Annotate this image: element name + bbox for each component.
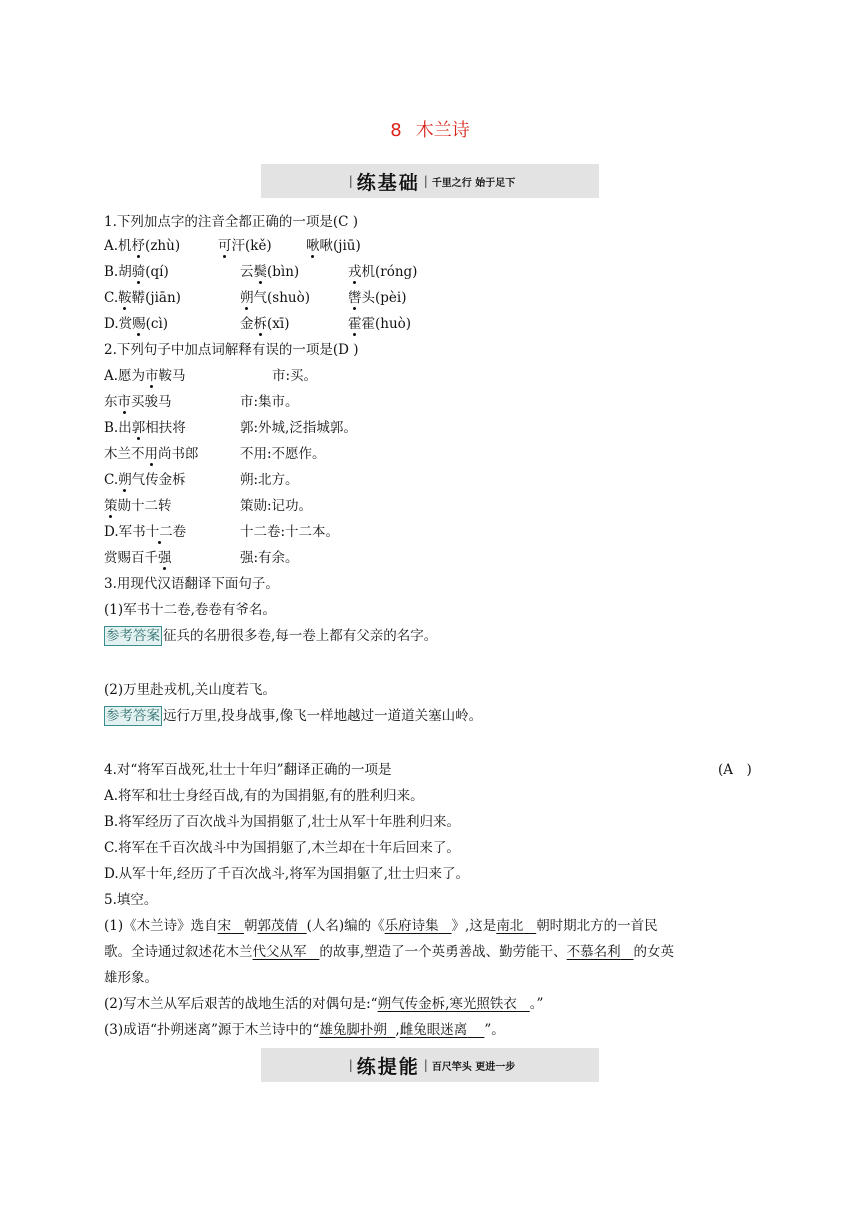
q5-line-2: 歌。全诗通过叙述花木兰代父从军 的故事,塑造了一个英勇善战、勤劳能干、不慕名利 的女英 (104, 944, 675, 960)
q4-option-a: A.将军和壮士身经百战,有的为国捐躯,有的胜利归来。 (104, 788, 424, 804)
q1-option-b: B.胡骑(qí) 云鬓(bìn) 戎机(róng) (104, 264, 418, 280)
section-title: 练基础 (356, 171, 420, 194)
q4-option-b: B.将军经历了百次战斗为国捐躯了,壮士从军十年胜利归来。 (104, 814, 461, 830)
lesson-number: 8 (390, 120, 402, 141)
q2-row: C.朔气传金柝 朔:北方。 (104, 472, 299, 488)
section-motto: 千里之行 始于足下 (431, 177, 516, 189)
q5-line-5: (3)成语“扑朔迷离”源于木兰诗中的“雄兔脚扑朔 ,雌兔眼迷离 ”。 (104, 1022, 505, 1038)
divider: | (423, 1058, 428, 1072)
divider: | (348, 174, 353, 188)
q2-row: A.愿为市鞍马 市:买。 (104, 368, 318, 384)
divider: | (348, 1058, 353, 1072)
q4-answer: (A ) (718, 762, 752, 778)
q2-stem: 2.下列句子中加点词解释有误的一项是(D ) (104, 342, 359, 358)
q3-answer-1: 参考答案 征兵的名册很多卷,每一卷上都有父亲的名字。 (106, 628, 438, 644)
q1-option-d: D.赏赐(cì) 金柝(xī) 霍霍(huò) (104, 316, 412, 332)
lesson-name: 木兰诗 (415, 120, 470, 141)
q5-line-4: (2)写木兰从军后艰苦的战地生活的对偶句是:“朔气传金柝,寒光照铁衣 。” (104, 996, 544, 1012)
q1-option-c: C.鞍鞯(jiān) 朔气(shuò) 辔头(pèi) (104, 290, 407, 306)
lesson-title (0, 116, 860, 142)
q1-stem: 1.下列加点字的注音全都正确的一项是(C ) (104, 214, 359, 230)
q3-sentence-1: (1)军书十二卷,卷卷有爷名。 (104, 602, 276, 618)
q2-row: 东市买骏马 市:集市。 (104, 394, 299, 410)
reference-answer-tag: 参考答案 (106, 628, 160, 644)
q3-stem: 3.用现代汉语翻译下面句子。 (104, 576, 279, 592)
section-title: 练提能 (356, 1055, 420, 1078)
q1-answer: C (338, 214, 349, 230)
q5-stem: 5.填空。 (104, 892, 158, 908)
q1-option-a: A.机杼(zhù) 可汗(kě) 啾啾(jiū) (104, 238, 361, 254)
q3-answer-2: 参考答案 远行万里,投身战事,像飞一样地越过一道道关塞山岭。 (106, 708, 483, 724)
q2-row: 策勋十二转 策勋:记功。 (104, 498, 313, 514)
divider: | (423, 174, 428, 188)
q2-row: B.出郭相扶将 郭:外城,泛指城郭。 (104, 420, 357, 436)
reference-answer-tag: 参考答案 (106, 708, 160, 724)
q4-option-d: D.从军十年,经历了千百次战斗,将军为国捐躯了,壮士归来了。 (104, 866, 470, 882)
section-banner-advanced (261, 1048, 599, 1082)
section-motto: 百尺竿头 更进一步 (431, 1061, 516, 1073)
section-banner-basic (261, 164, 599, 198)
q4-option-c: C.将军在千百次战斗中为国捐躯了,木兰却在十年后回来了。 (104, 840, 460, 856)
q3-sentence-2: (2)万里赴戎机,关山度若飞。 (104, 682, 276, 698)
q2-row: 赏赐百千强 强:有余。 (104, 550, 299, 566)
q2-row: 木兰不用尚书郎 不用:不愿作。 (104, 446, 326, 462)
q5-line-1: (1)《木兰诗》选自宋 朝郭茂倩 (人名)编的《乐府诗集 》,这是南北 朝时期北方的一首民 (104, 918, 658, 934)
q2-row: D.军书十二卷 十二卷:十二本。 (104, 524, 340, 540)
q4-stem: 4.对“将军百战死,壮士十年归”翻译正确的一项是 (104, 762, 392, 778)
q5-line-3: 雄形象。 (104, 970, 158, 986)
q2-answer: D (338, 342, 349, 358)
